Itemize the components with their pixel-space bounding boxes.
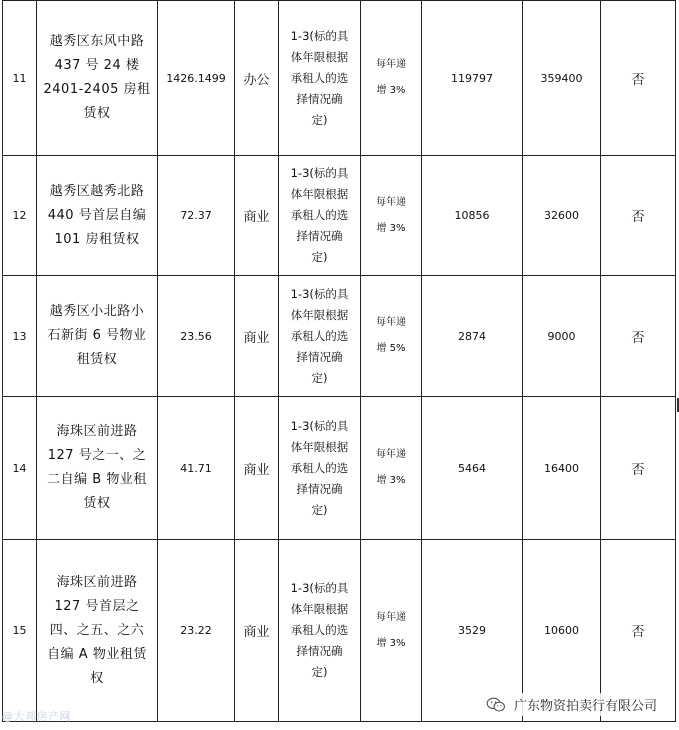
property-area: 72.37 (158, 156, 235, 276)
property-address-line: 越秀区小北路小 (49, 304, 145, 319)
property-address-line: 海珠区前进路 (56, 424, 138, 439)
row-number: 12 (3, 156, 37, 276)
lease-term-line: 择情况确 (296, 349, 343, 364)
property-address-line: 赁权 (83, 496, 111, 511)
flag-cell: 否 (601, 276, 676, 397)
lease-term-line: 体年限根据 (290, 602, 349, 616)
rent-increase-line: 增 3% (376, 475, 406, 486)
property-use: 办公 (235, 1, 279, 156)
flag-cell: 否 (601, 540, 676, 722)
property-address-line: 101 房租赁权 (54, 231, 140, 247)
property-address (37, 540, 158, 722)
value-one: 5464 (422, 397, 523, 540)
lease-term (279, 540, 361, 722)
value-two: 9000 (523, 276, 601, 397)
property-area: 1426.1499 (158, 1, 235, 156)
lease-term-line: 承租人的选 (290, 623, 349, 637)
rent-increase-line: 每年递 (376, 317, 406, 328)
flag-cell: 否 (601, 156, 676, 276)
value-two: 16400 (523, 397, 601, 540)
table-row (3, 276, 676, 397)
property-area: 41.71 (158, 397, 235, 540)
lease-term (279, 397, 361, 540)
lease-term-line: 定) (311, 370, 328, 385)
property-address-line: 127 号首层之 (54, 598, 140, 614)
lease-term-line: 承租人的选 (290, 328, 349, 343)
property-use: 商业 (235, 540, 279, 722)
property-address-line: 权 (90, 670, 104, 686)
rent-increase-line: 每年递 (376, 196, 406, 208)
lease-term-line: 体年限根据 (290, 187, 349, 201)
value-one: 2874 (422, 276, 523, 397)
lease-term (279, 1, 361, 156)
rent-increase-line: 增 3% (376, 222, 406, 234)
property-address (37, 1, 158, 156)
flag-cell: 否 (601, 1, 676, 156)
watermark-right (482, 693, 661, 716)
property-address-line: 海珠区前进路 (56, 574, 138, 590)
watermark-company: 广东物资拍卖行有限公司 (513, 699, 657, 714)
property-address (37, 397, 158, 540)
rent-increase (361, 1, 422, 156)
lease-term (279, 156, 361, 276)
lease-term (279, 276, 361, 397)
lease-term-line: 定) (311, 250, 328, 264)
table-row (3, 397, 676, 540)
property-area: 23.22 (158, 540, 235, 722)
table-row (3, 1, 676, 156)
lease-term-line: 定) (311, 112, 328, 127)
property-address-line: 437 号 24 楼 (54, 58, 140, 73)
lease-term-line: 1-3(标的具 (290, 286, 349, 301)
value-two: 359400 (523, 1, 601, 156)
value-one: 119797 (422, 1, 523, 156)
rent-increase-line: 增 3% (376, 637, 406, 649)
rent-increase-line: 每年递 (376, 59, 406, 70)
flag-cell: 否 (601, 397, 676, 540)
property-address (37, 276, 158, 397)
rent-increase-line: 增 5% (376, 343, 406, 354)
lease-term-line: 体年限根据 (290, 307, 349, 322)
property-use: 商业 (235, 156, 279, 276)
lease-term-line: 择情况确 (296, 481, 343, 496)
lease-term-line: 承租人的选 (290, 460, 349, 475)
lease-term-line: 择情况确 (296, 644, 343, 658)
property-address-line: 二自编 B 物业租 (47, 472, 147, 487)
lease-term-line: 体年限根据 (290, 49, 349, 64)
property-address-line: 2401-2405 房租 (43, 82, 151, 97)
property-address-line: 赁权 (83, 106, 111, 121)
row-number: 13 (3, 276, 37, 397)
lease-term-line: 承租人的选 (290, 208, 349, 222)
lease-term-line: 择情况确 (296, 229, 343, 243)
lease-term-line: 定) (311, 665, 328, 679)
row-number: 14 (3, 397, 37, 540)
property-address-line: 石新街 6 号物业 (47, 328, 147, 343)
rent-increase (361, 156, 422, 276)
property-use: 商业 (235, 397, 279, 540)
wechat-icon (486, 697, 506, 713)
lease-term-line: 定) (311, 502, 328, 517)
lease-term-line: 承租人的选 (290, 70, 349, 85)
rent-increase-line: 每年递 (376, 611, 406, 623)
lease-term-line: 择情况确 (296, 91, 343, 106)
property-use: 商业 (235, 276, 279, 397)
rent-increase (361, 276, 422, 397)
watermark-left: @大邦房产网 (2, 710, 71, 723)
value-one: 10856 (422, 156, 523, 276)
lease-term-line: 1-3(标的具 (290, 28, 349, 43)
lease-term-line: 1-3(标的具 (290, 581, 349, 595)
lease-table (2, 0, 676, 722)
property-address-line: 越秀区东风中路 (49, 34, 145, 49)
property-address-line: 127 号之一、之 (47, 448, 147, 463)
property-area: 23.56 (158, 276, 235, 397)
rent-increase (361, 397, 422, 540)
property-address (37, 156, 158, 276)
row-number: 15 (3, 540, 37, 722)
value-one: 3529 (422, 540, 523, 722)
table-row (3, 156, 676, 276)
lease-term-line: 1-3(标的具 (290, 166, 349, 180)
property-address-line: 440 号首层自编 (47, 207, 147, 223)
value-two: 10600 (523, 540, 601, 722)
property-address-line: 越秀区越秀北路 (49, 183, 145, 199)
property-address-line: 四、之五、之六 (49, 622, 145, 638)
lease-term-line: 1-3(标的具 (290, 418, 349, 433)
rent-increase-line: 增 3% (376, 85, 406, 96)
lease-term-line: 体年限根据 (290, 439, 349, 454)
value-two: 32600 (523, 156, 601, 276)
rent-increase (361, 540, 422, 722)
row-number: 11 (3, 1, 37, 156)
property-address-line: 自编 A 物业租赁 (47, 646, 147, 662)
property-address-line: 租赁权 (76, 352, 118, 367)
rent-increase-line: 每年递 (376, 449, 406, 460)
